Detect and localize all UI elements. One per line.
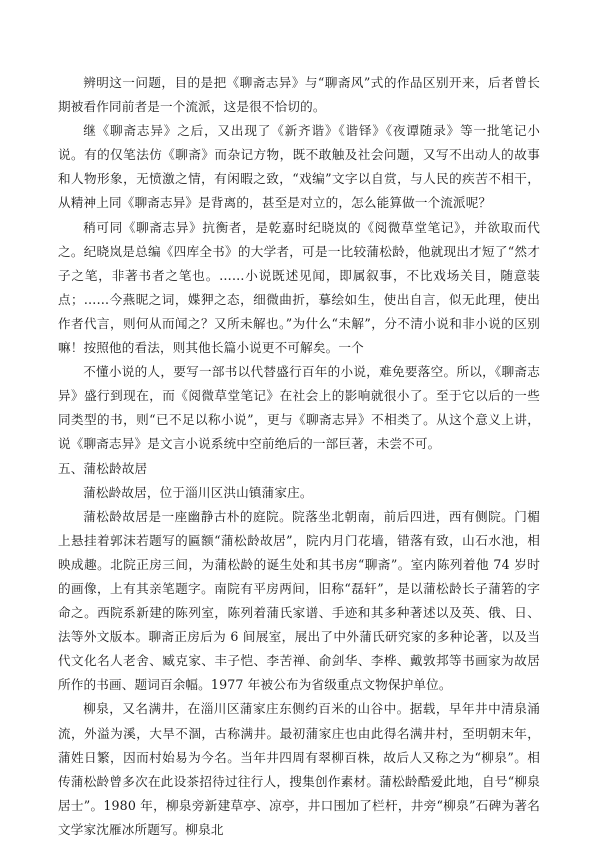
body-paragraph: 蒲松龄故居，位于淄川区洪山镇蒲家庄。 [83, 484, 313, 500]
body-paragraph: 蒲松龄故居是一座幽静古朴的庭院。院落坐北朝南，前后四进，西有侧院。门楣上悬挂着郭沫若题写的匾额“蒲松龄故居”，院内月门花墙，错落有致，山石水池，相映成趣。北院正房三间，为蒲松龄的诞生处和其书房“聊斋”。室内陈列着他 74 岁时的画像，上有其亲笔题字。南院有平房两间，旧称“磊轩”，是以蒲松龄长子蒲箬的字命之。西院系新建的陈列室，陈列着蒲氏家谱、手迹和其多种著述以及英、俄、日、法等外文版本。聊斋正房后为 6 间展室，展出了中外蒲氏研究家的多种论著，以及当代文化名人老舍、臧克家、丰子恺、李苦禅、俞剑华、李桦、戴敦邦等书画家为故居所作的书画、题词百余幅。1977 年被公布为省级重点文物保护单位。 [58, 508, 540, 693]
body-paragraph: 柳泉，又名满井，在淄川区蒲家庄东侧约百米的山谷中。据载，早年井中清泉涌流，外溢为溪，大旱不涸，古称满井。最初蒲家庄也由此得名满井村，至明朝末年，蒲姓日繁，因而村始易为今名。当年井四周有翠柳百株，故后人又称之为“柳泉”。相传蒲松龄曾多次在此设茶招待过往行人，搜集创作素材。蒲松龄酷爱此地，自号“柳泉居士”。1980 年，柳泉旁新建草亭、凉亭，井口围加了栏杆，井旁“柳泉”石碑为著名文学家沈雁冰所题写。柳泉北 [58, 701, 540, 837]
body-paragraph [58, 119, 540, 215]
body-paragraph: 辨明这一问题，目的是把《聊斋志异》与“聊斋风”式的作品区别开来，后者曾长期被看作同前者是一个流派，这是很不恰切的。 [58, 75, 540, 115]
section-heading: 五、蒲松龄故居 [58, 460, 148, 476]
document-page [58, 71, 540, 842]
body-paragraph: 稍可同《聊斋志异》抗衡者，是乾嘉时纪晓岚的《阅微草堂笔记》，并欲取而代之。纪晓岚是总编《四库全书》的大学者，可是一比较蒲松龄，他就现出才短了“然才子之笔，非著书者之笔也。……小说既述见闻，即属叙事，不比戏场关目，随意装点；……今燕昵之词，媟狎之态，细微曲折，摹绘如生，使出自言，似无此理，使出作者代言，则何从而闻之？又所未解也。”为什么“未解”，分不清小说和非小说的区别嘛！按照他的看法，则其他长篇小说更不可解矣。一个 [58, 219, 540, 356]
body-paragraph: 不懂小说的人，要写一部书以代替盛行百年的小说，难免要落空。所以，《聊斋志异》盛行到现在，而《阅微草堂笔记》在社会上的影响就很小了。至于它以后的一些同类型的书，则“已不足以称小说”，更与《聊斋志异》不相类了。从这个意义上讲，说《聊斋志异》是文言小说系统中空前绝后的一部巨著，未尝不可。 [58, 364, 540, 452]
body-text: “戏编”文字以自赏，与人民的疾苦不相干，从精神上同《聊斋志异》是背离的，甚至是对立的，怎么能算做一个流派呢？ [58, 171, 540, 211]
body-text: 继《聊斋志异》之后，又出现了《新齐谐》《谐铎》《夜谭随录》等一批笔记小说。有的仅笔法仿《聊斋》而杂记方物，既不敢触及社会问题，又写不出动人的故事和人物形象，无愤激之情，有闲暇之致， [58, 123, 540, 187]
